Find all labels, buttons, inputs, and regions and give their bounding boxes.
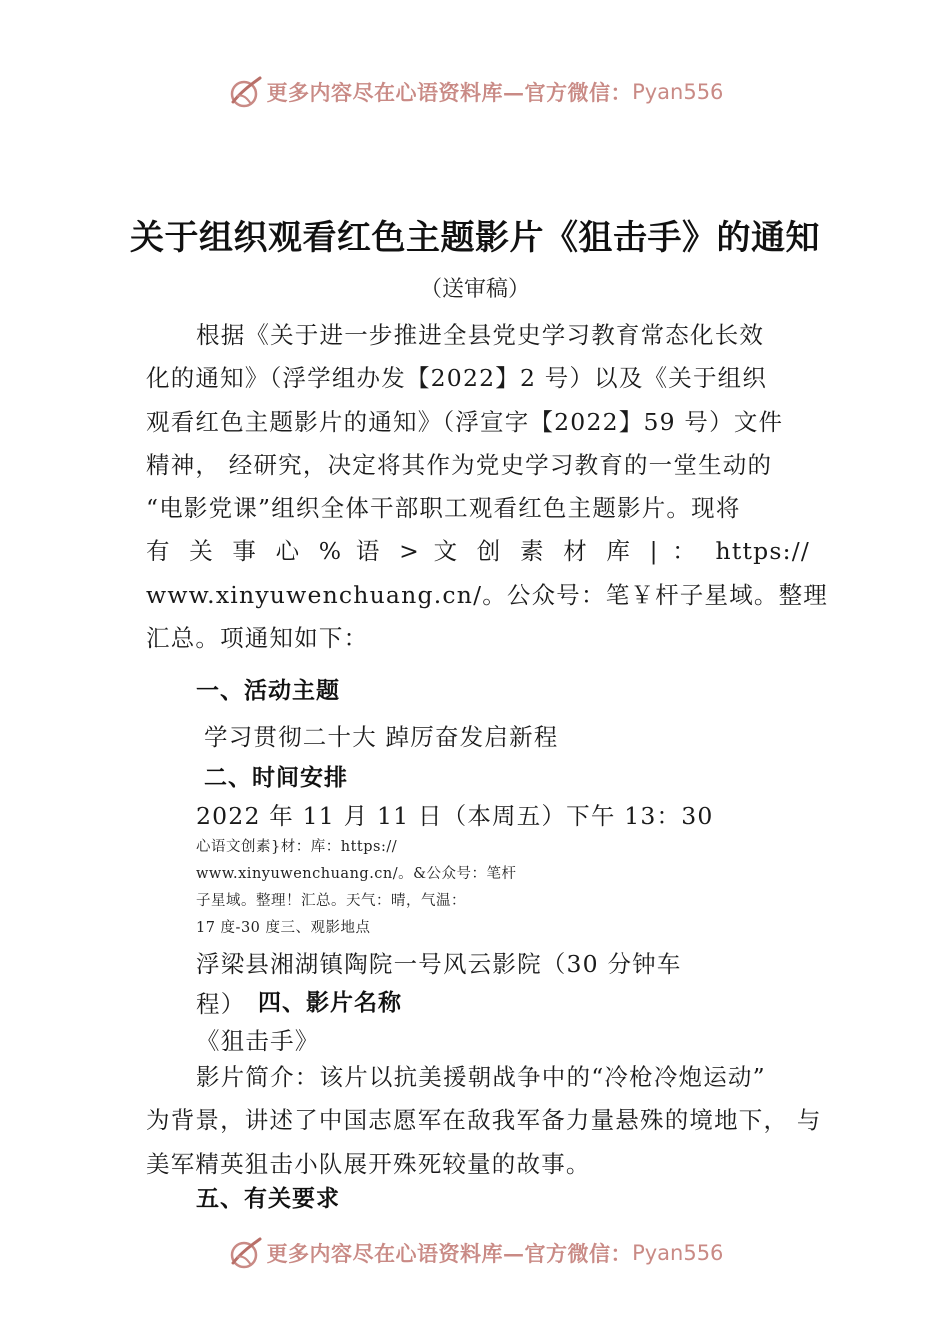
small-line: 子星域。整理！汇总。天气：晴，气温：	[196, 893, 466, 909]
small-line: www.xinyuwenchuang.cn/。&公众号：笔杆	[196, 866, 517, 882]
watermark-banner-bottom	[0, 1233, 950, 1273]
synopsis-line: 影片简介：该片以抗美援朝战争中的“冷枪冷炮运动”	[196, 1063, 766, 1091]
synopsis-line: 为背景，讲述了中国志愿军在敌我军备力量悬殊的境地下， 与	[146, 1106, 822, 1135]
intro-line: “电影党课”组织全体干部职工观看红色主题影片。现将	[146, 494, 741, 523]
location-line-2: 程）	[196, 990, 246, 1018]
brush-logo-icon	[227, 1235, 263, 1271]
watermark-banner-top	[0, 72, 950, 112]
section2-heading: 二、时间安排	[204, 765, 348, 791]
section1-heading: 一、活动主题	[196, 678, 340, 704]
document-subtitle: （送审稿）	[419, 277, 530, 302]
watermark-id: Pyan556	[632, 80, 724, 104]
section1-text: 学习贯彻二十大 踔厉奋发启新程	[204, 723, 559, 751]
inserted-small-text	[196, 834, 517, 942]
section5-heading: 五、有关要求	[196, 1186, 340, 1212]
intro-line: www.xinyuwenchuang.cn/。公众号：笔￥杆子星域。整理	[146, 580, 829, 609]
watermark-id: Pyan556	[632, 1241, 724, 1265]
intro-line: 根据《关于进一步推进全县党史学习教育常态化长效	[196, 321, 765, 349]
watermark-text: 更多内容尽在心语资料库—官方微信：	[266, 1241, 633, 1266]
intro-line: 精神， 经研究，决定将其作为党史学习教育的一堂生动的	[146, 450, 773, 479]
synopsis-paragraph	[146, 1056, 822, 1186]
intro-paragraph	[146, 314, 829, 660]
small-line: 心语文创素}材：库：https://	[196, 839, 398, 855]
intro-line: 观看红色主题影片的通知》（浮宣字【2022】59 号）文件	[146, 407, 784, 436]
film-name: 《狙击手》	[196, 1027, 320, 1055]
document-title: 关于组织观看红色主题影片《狙击手》的通知	[130, 218, 820, 258]
section4-heading: 四、影片名称	[258, 990, 402, 1016]
brush-logo-icon	[227, 74, 263, 110]
section2-text: 2022 年 11 月 11 日（本周五）下午 13：30	[196, 802, 714, 830]
small-line: 17 度-30 度三、观影地点	[196, 920, 371, 936]
watermark-text: 更多内容尽在心语资料库—官方微信：	[266, 80, 633, 105]
intro-line: 汇总。项通知如下：	[146, 624, 369, 653]
location-line-1: 浮梁县湘湖镇陶院一号风云影院（30 分钟车	[196, 950, 682, 978]
intro-line: 有 关 事 心 % 语 > 文 创 素 材 库 | ： https://	[146, 537, 810, 566]
synopsis-line: 美军精英狙击小队展开殊死较量的故事。	[146, 1149, 591, 1178]
intro-line: 化的通知》（浮学组办发【2022】2 号）以及《关于组织	[146, 364, 768, 393]
